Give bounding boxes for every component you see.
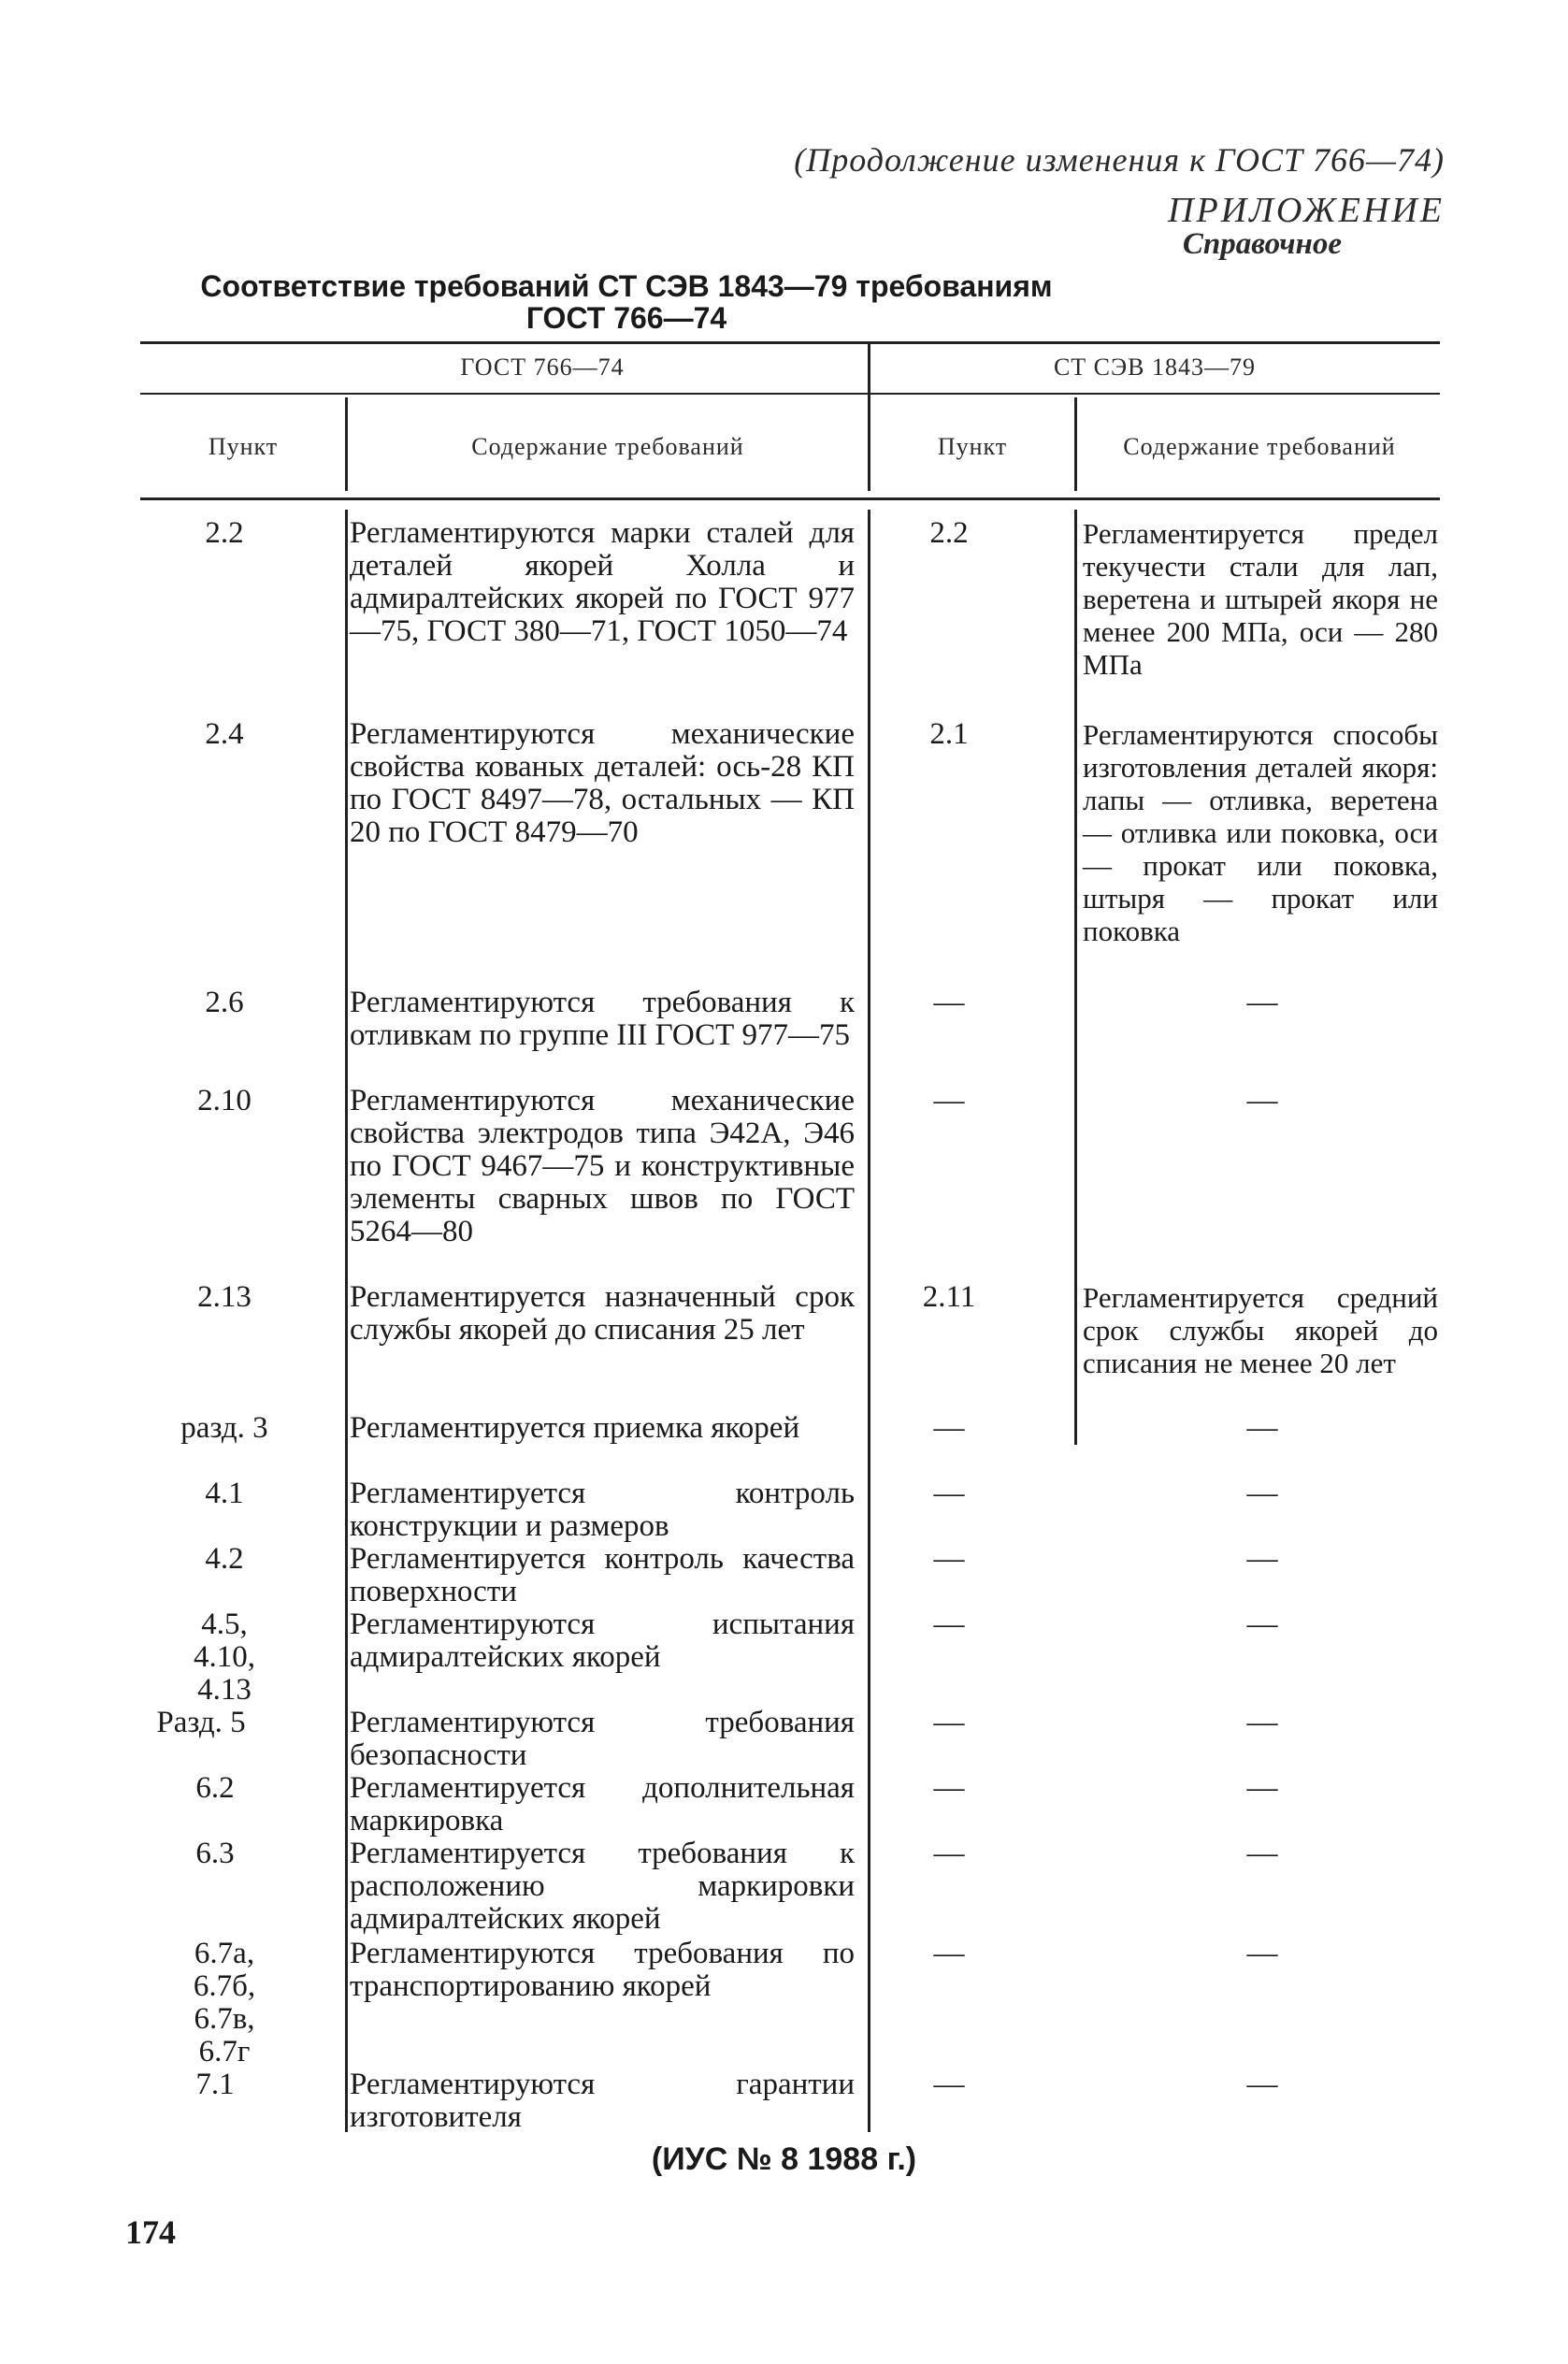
- row-text: Регламентируются испытания адмиралтейских якорей: [350, 1607, 855, 1674]
- row-point-st-sev: —: [933, 1607, 965, 1641]
- row-text-st-sev: —: [1246, 1477, 1278, 1510]
- row-text: Регламентируются гарантии изготовителя: [350, 2068, 855, 2134]
- row-text-st-sev: —: [1246, 1837, 1278, 1870]
- row-point-st-sev: —: [933, 986, 965, 1019]
- row-text: Регламентируются требования по транспортированию якорей: [350, 1937, 855, 2003]
- table-title-line1: Соответствие требований СТ СЭВ 1843—79 требованиям: [200, 269, 1053, 303]
- row-point: 6.7а, 6.7б, 6.7в, 6.7г: [193, 1937, 256, 2068]
- appendix-title: ПРИЛОЖЕНИЕ: [1168, 191, 1445, 230]
- continuation-note: (Продолжение изменения к ГОСТ 766—74): [794, 141, 1445, 179]
- page-number: 174: [125, 2213, 176, 2251]
- row-point: Разд. 5: [156, 1706, 246, 1739]
- row-text-st-sev: Регламентируется средний срок службы якорей до списания не менее 20 лет: [1083, 1281, 1438, 1379]
- body-separator-left: [345, 510, 348, 2132]
- group-header-rule: [140, 393, 1440, 395]
- row-text-st-sev: —: [1246, 1937, 1278, 1970]
- column-header-content: Содержание требований: [471, 433, 744, 460]
- row-point-st-sev: 2.2: [929, 516, 969, 550]
- row-point: 6.2: [195, 1771, 235, 1805]
- body-separator-middle: [868, 510, 870, 2132]
- row-text: Регламентируются требования безопасности: [350, 1706, 855, 1772]
- row-point: 4.5, 4.10, 4.13: [194, 1607, 255, 1707]
- row-text: Регламентируются механические свойства кованых деталей: ось-28 КП по ГОСТ 8497—78, остальных — КП 20 по ГОСТ 8479—70: [350, 717, 855, 849]
- table-top-rule: [140, 341, 1440, 344]
- group-header-gost: ГОСТ 766—74: [460, 353, 625, 381]
- row-point: 2.6: [205, 986, 244, 1019]
- row-text: Регламентируется дополнительная маркировка: [350, 1771, 855, 1838]
- row-text: Регламентируется назначенный срок службы якорей до списания 25 лет: [350, 1280, 855, 1347]
- row-point: 2.13: [197, 1280, 252, 1314]
- row-point-st-sev: —: [933, 1837, 965, 1870]
- row-text: Регламентируется контроль конструкции и размеров: [350, 1477, 855, 1543]
- row-text: Регламентируется контроль качества поверхности: [350, 1542, 855, 1608]
- row-point-st-sev: 2.1: [929, 717, 969, 751]
- row-text-st-sev: —: [1246, 1542, 1278, 1576]
- row-text-st-sev: Регламентируется предел текучести стали для лап, веретена и штырей якоря не менее 200 МПа, оси — 280 МПа: [1083, 517, 1438, 681]
- row-point-st-sev: —: [933, 1411, 965, 1445]
- row-point-st-sev: 2.11: [922, 1280, 976, 1314]
- row-text-st-sev: —: [1246, 1084, 1278, 1117]
- body-separator-right: [1074, 510, 1077, 1445]
- row-text: Регламентируются марки сталей для деталей якорей Холла и адмиралтейских якорей по ГОСТ 977—75, ГОСТ 380—71, ГОСТ 1050—74: [350, 516, 855, 648]
- source-note: (ИУС № 8 1988 г.): [651, 2141, 917, 2177]
- row-text: Регламентируются требования к отливкам по группе III ГОСТ 977—75: [350, 986, 855, 1052]
- row-text-st-sev: —: [1246, 1706, 1278, 1739]
- row-point: 2.10: [197, 1084, 252, 1117]
- row-point-st-sev: —: [933, 1477, 965, 1510]
- column-header-point: Пункт: [208, 433, 279, 460]
- column-header-content-2: Содержание требований: [1123, 433, 1396, 460]
- row-point-st-sev: —: [933, 1771, 965, 1805]
- row-point: разд. 3: [180, 1411, 268, 1445]
- row-text-st-sev: —: [1246, 1607, 1278, 1641]
- row-point: 4.1: [205, 1477, 244, 1510]
- row-point-st-sev: —: [933, 1937, 965, 1970]
- group-header-st-sev: СТ СЭВ 1843—79: [1053, 353, 1257, 381]
- row-text: Регламентируется требования к расположению маркировки адмиралтейских якорей: [350, 1837, 855, 1936]
- row-point-st-sev: —: [933, 1542, 965, 1576]
- row-text-st-sev: —: [1246, 1771, 1278, 1805]
- column-header-point-2: Пункт: [937, 433, 1008, 460]
- column-header-rule: [140, 497, 1440, 500]
- row-point: 2.4: [205, 717, 244, 751]
- row-point-st-sev: —: [933, 1084, 965, 1117]
- row-text-st-sev: —: [1246, 1411, 1278, 1445]
- row-point-st-sev: —: [933, 1706, 965, 1739]
- row-point: 4.2: [205, 1542, 244, 1576]
- row-text: Регламентируется приемка якорей: [350, 1411, 800, 1445]
- row-text-st-sev: —: [1246, 986, 1278, 1019]
- row-point-st-sev: —: [933, 2068, 965, 2101]
- row-text: Регламентируются механические свойства электродов типа Э42А, Э46 по ГОСТ 9467—75 и конструктивные элементы сварных швов по ГОСТ 5264—80: [350, 1084, 855, 1248]
- row-text-st-sev: Регламентируются способы изготовления деталей якоря: лапы — отливка, веретена — отливка или поковка, оси — прокат или поковка, штыря — прокат или поковка: [1083, 718, 1438, 947]
- row-point: 2.2: [205, 516, 244, 550]
- row-point: 6.3: [195, 1837, 235, 1870]
- appendix-subtitle: Справочное: [1182, 227, 1342, 261]
- row-text-st-sev: —: [1246, 2068, 1278, 2101]
- table-title-line2: ГОСТ 766—74: [525, 301, 727, 335]
- row-point: 7.1: [195, 2068, 235, 2101]
